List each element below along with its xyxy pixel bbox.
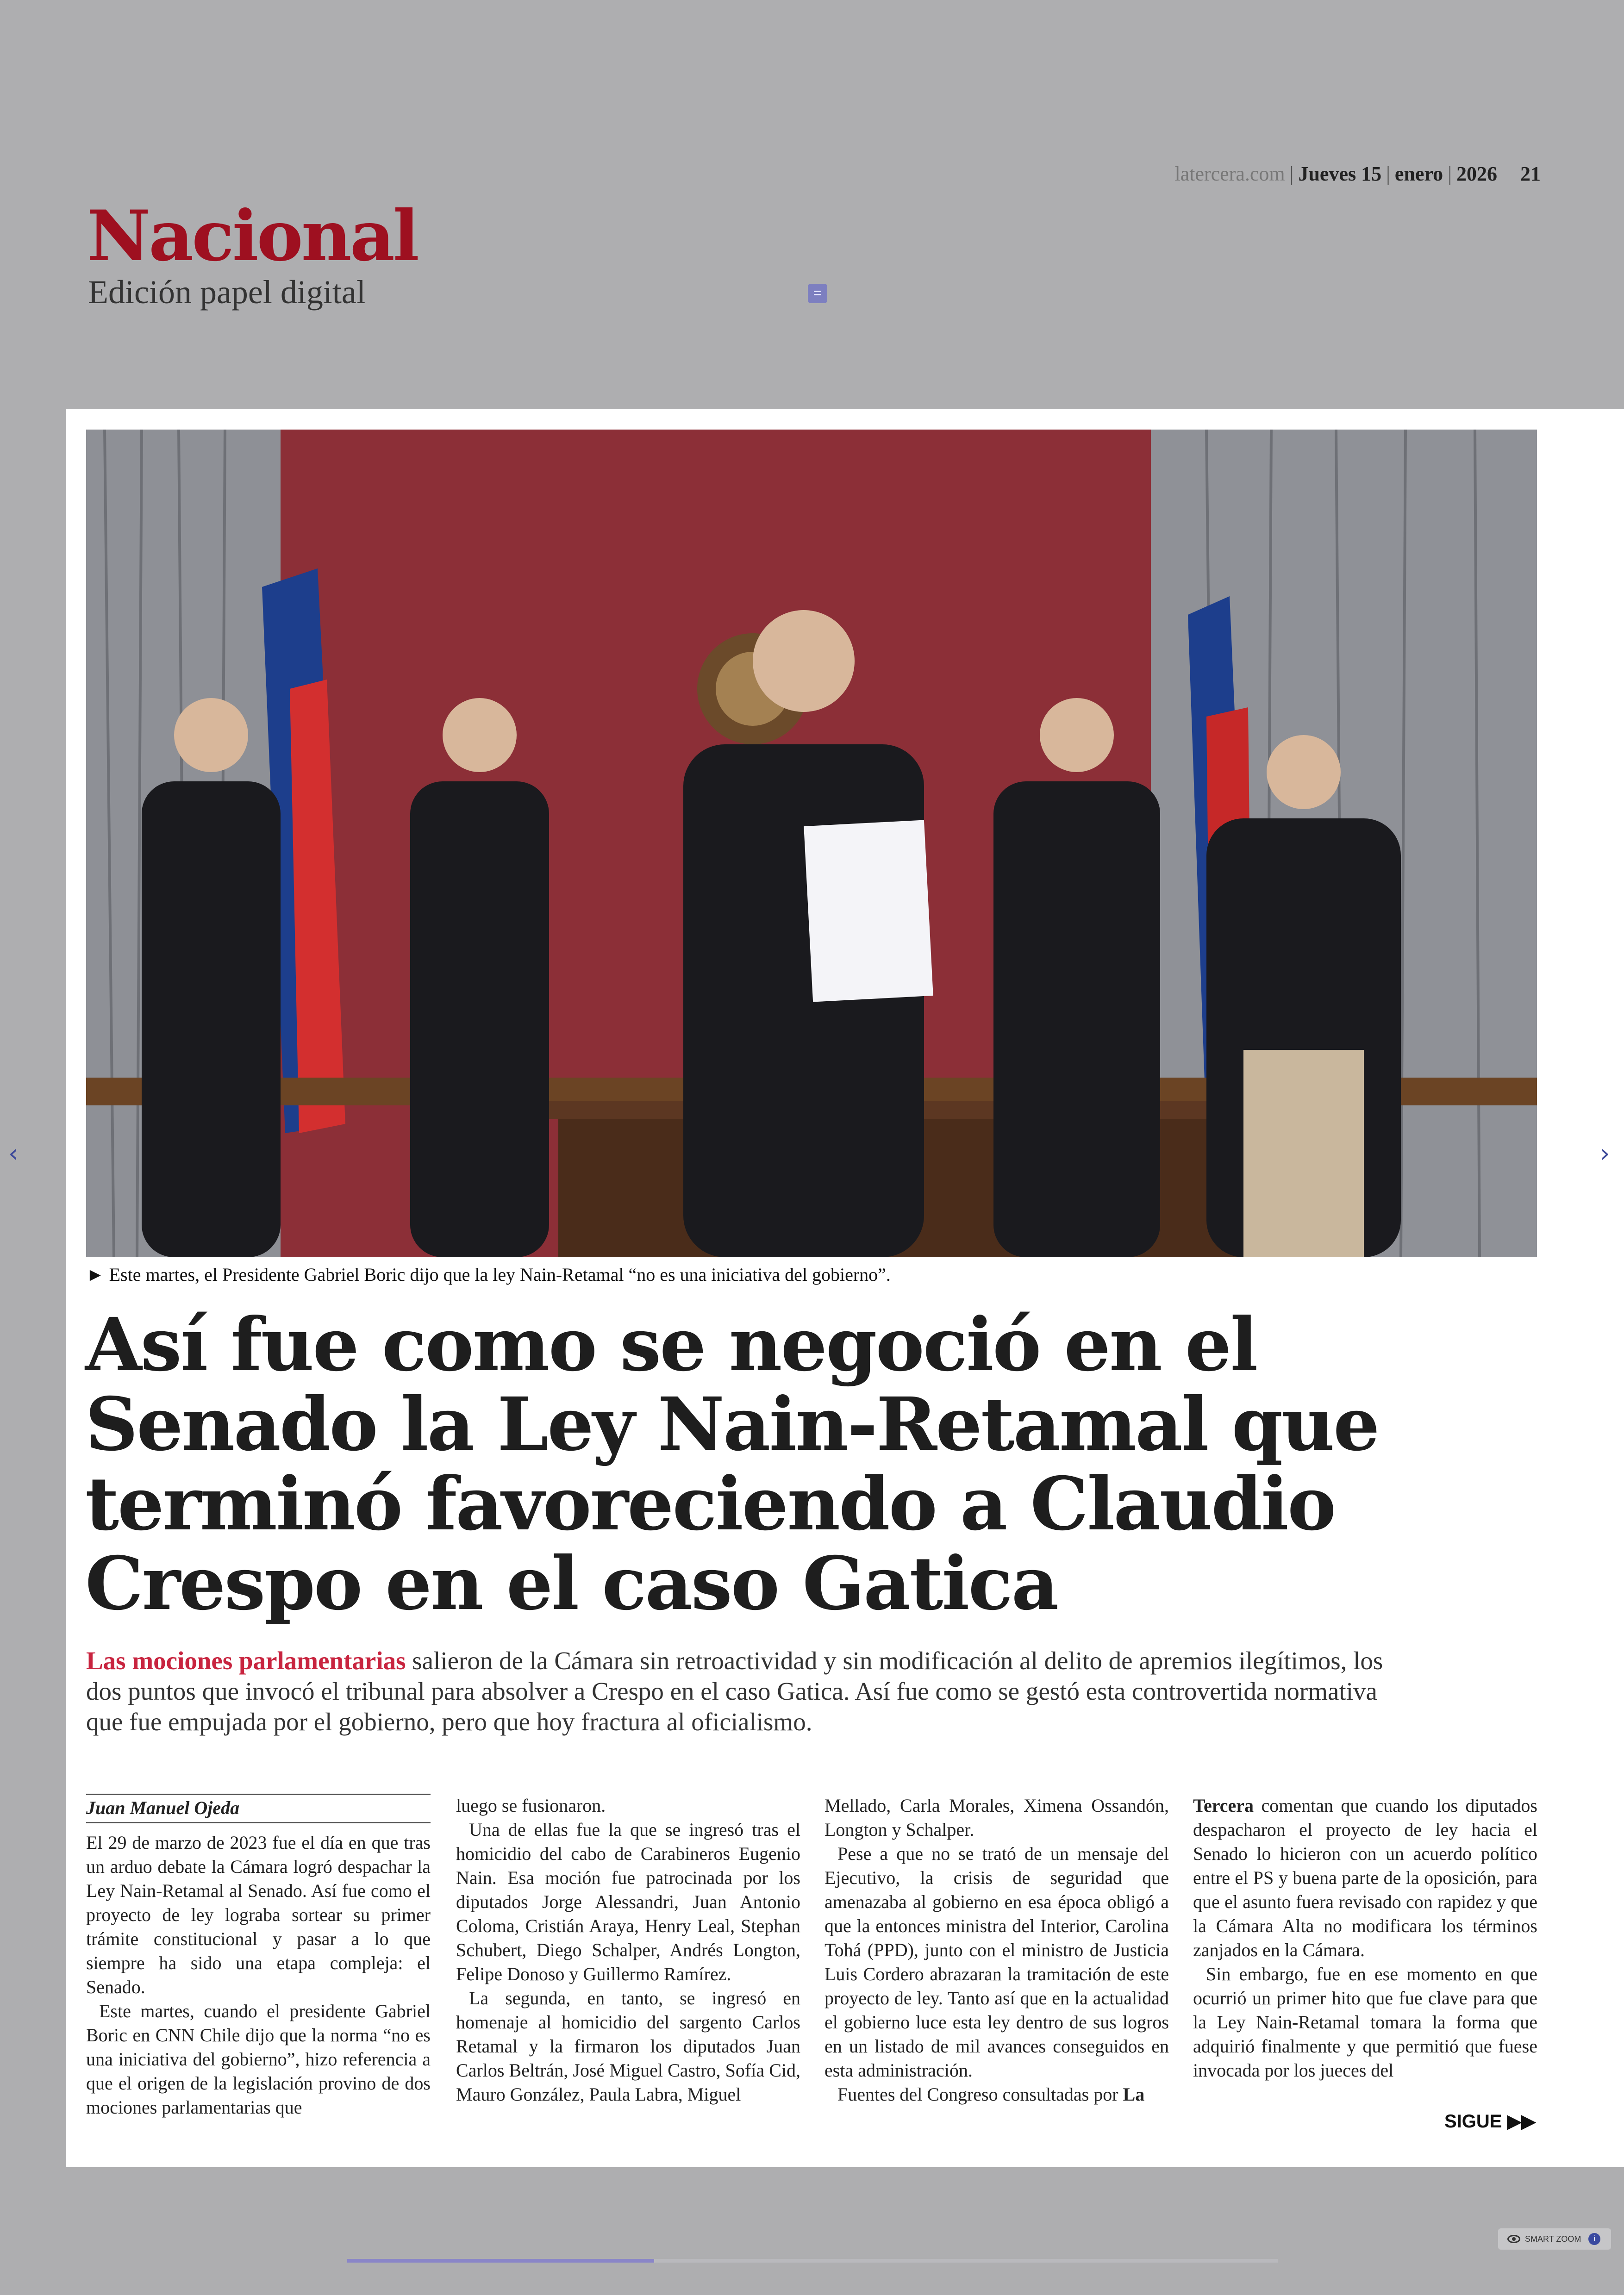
dateline: latercera.com | Jueves 15 | enero | 2026 21 xyxy=(1174,162,1541,185)
photo-caption: ► Este martes, el Presidente Gabriel Boric dijo que la ley Nain-Retamal “no es una iniciativa del gobierno”. xyxy=(86,1264,891,1285)
paragraph: Sin embargo, fue en ese momento en que ocurrió un primer hito que fue clave para que la Ley Nain-Retamal tomara la forma que adquirió finalmente y que permitió que fuese invocada por los jueces del xyxy=(1193,1964,1537,2081)
page-header xyxy=(0,0,1624,409)
note-icon[interactable] xyxy=(808,284,827,303)
chevron-right-icon[interactable]: › xyxy=(1600,1139,1610,1168)
year: 2026 xyxy=(1456,162,1497,185)
column-2 xyxy=(456,1794,800,2107)
headline: Así fue como se negoció en el Senado la Ley Nain-Retamal que terminó favoreciendo a Claudio Crespo en el caso Gatica xyxy=(85,1302,1379,1627)
column-3 xyxy=(824,1794,1169,2107)
lead-highlight: Las mociones parlamentarias xyxy=(86,1646,406,1675)
paragraph: La segunda, en tanto, se ingresó en homenaje al homicidio del sargento Carlos Retamal y la firmaron los diputados Juan Carlos Beltrán, José Miguel Castro, Sofía Cid, Mauro González, Paula Labra, Miguel xyxy=(456,1988,800,2105)
smart-zoom-label: SMART ZOOM xyxy=(1525,2234,1581,2244)
paragraph: Tercera comentan que cuando los diputados despacharon el proyecto de ley hacia el Senado lo hicieron con un acuerdo político entre el PS y buena parte de la oposición, para que el asunto fuera revisado con rapidez y que la Cámara Alta no modificara los términos zanjados en la Cámara. xyxy=(1193,1795,1537,1960)
continue-label: SIGUE ▶▶ xyxy=(1444,2111,1536,2132)
section-title: Nacional xyxy=(87,195,418,277)
edition-label: Edición papel digital xyxy=(88,274,366,311)
paragraph: Pese a que no se trató de un mensaje del Ejecutivo, la crisis de seguridad que amenazaba al gobierno en esa época obligó a que la entonces ministra del Interior, Carolina Tohá (PPD), junto con el ministro de Justicia Luis Cordero abrazaran la tramitación de este proyecto de ley. Tanto así que en la actualidad el gobierno luce esta ley dentro de sus logros en un listado de mil avances conseguidos en esta administración. xyxy=(824,1843,1169,2081)
lead-paragraph xyxy=(86,1646,1410,1737)
photo-illustration xyxy=(86,430,1537,1257)
page-number: 21 xyxy=(1520,162,1541,185)
info-badge: i xyxy=(1588,2233,1600,2245)
site-name: latercera.com xyxy=(1174,162,1285,185)
weekday: Jueves 15 xyxy=(1298,162,1382,185)
paragraph: luego se fusionaron. xyxy=(456,1795,606,1816)
page-progress-fill xyxy=(347,2259,654,2263)
paragraph: Mellado, Carla Morales, Ximena Ossandón, Longton y Schalper. xyxy=(824,1795,1169,1840)
column-4 xyxy=(1193,1794,1537,2083)
month: enero xyxy=(1394,162,1443,185)
byline: Juan Manuel Ojeda xyxy=(86,1794,431,1823)
chevron-left-icon[interactable]: ‹ xyxy=(8,1139,19,1168)
article-photo xyxy=(86,430,1537,1257)
smart-zoom-button[interactable] xyxy=(1498,2228,1611,2250)
paragraph: Una de ellas fue la que se ingresó tras el homicidio del cabo de Carabineros Eugenio Nain. Esa moción fue patrocinada por los diputados Jorge Alessandri, Juan Antonio Coloma, Cristián Araya, Henry Leal, Stephan Schubert, Diego Schalper, Andrés Longton, Felipe Donoso y Guillermo Ramírez. xyxy=(456,1819,800,1984)
lead-text: salieron de la Cámara sin retroactividad y sin modificación al delito de apremios ilegítimos, los dos puntos que invocó el tribunal para absolver a Crespo en el caso Gatica. Así fue como se gestó esta controvertida normativa que fue empujada por el gobierno, pero que hoy fractura al oficialismo. xyxy=(86,1646,1383,1736)
eye-icon xyxy=(1507,2235,1520,2243)
paragraph: El 29 de marzo de 2023 fue el día en que tras un arduo debate la Cámara logró despachar la Ley Nain-Retamal al Senado. Así fue como el proyecto de ley lograba sortear su primer trámite constitucional y pasar a lo que siempre ha sido una etapa compleja: el Senado. xyxy=(86,1832,431,1997)
paragraph: Este martes, cuando el presidente Gabriel Boric en CNN Chile dijo que la norma “no es una iniciativa del gobierno”, hizo referencia a que el origen de la legislación provino de dos mociones parlamentarias que xyxy=(86,2001,431,2118)
column-1 xyxy=(86,1794,431,2120)
paragraph: Fuentes del Congreso consultadas por La xyxy=(837,2084,1145,2105)
